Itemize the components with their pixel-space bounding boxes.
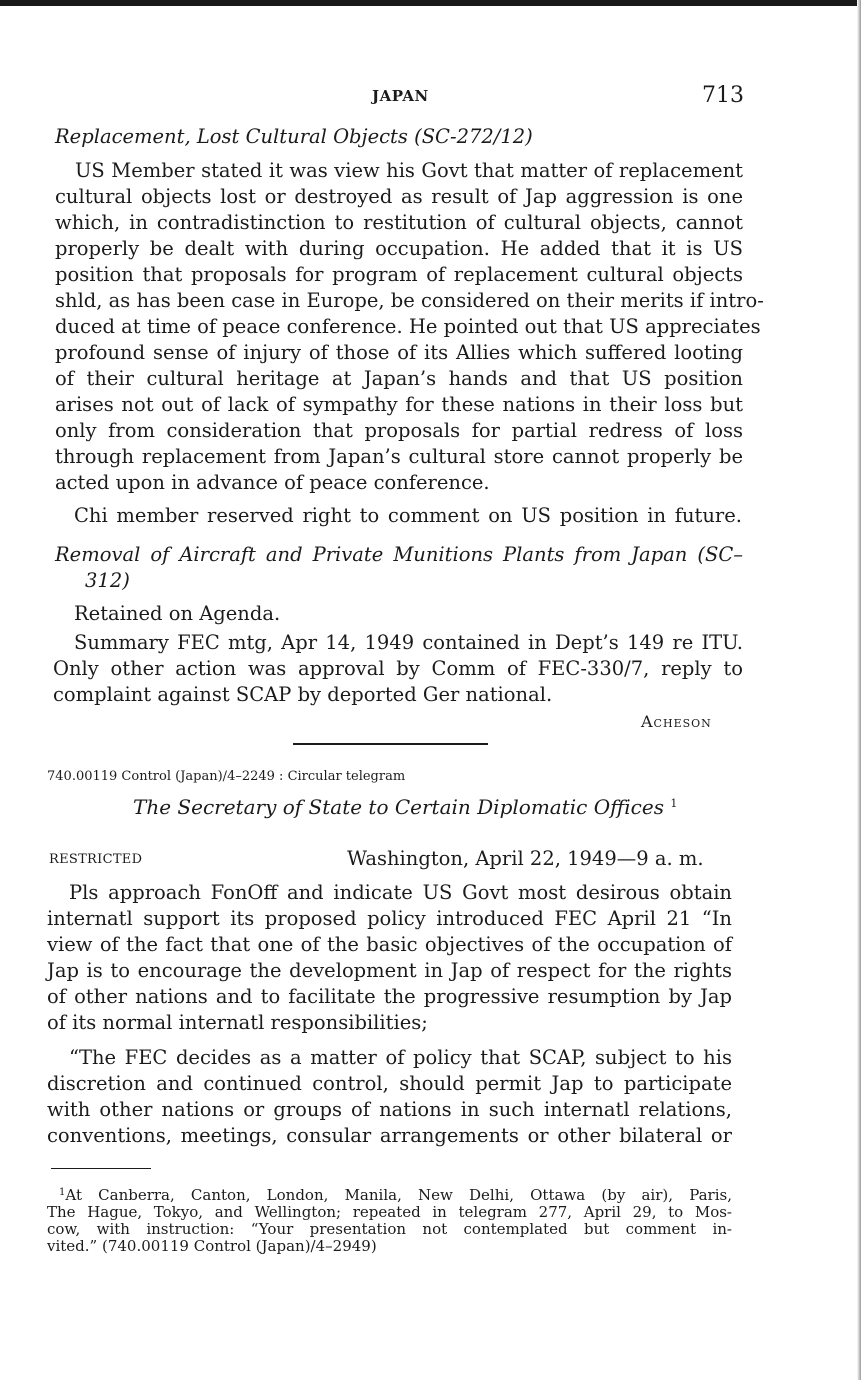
text-line: of other nations and to facilitate the progressive resumption by Jap <box>47 985 732 1008</box>
text-line: conventions, meetings, consular arrangements or other bilateral or <box>47 1124 732 1147</box>
text-line: Only other action was approval by Comm of FEC-330/7, reply to <box>53 657 743 680</box>
document-title-text: The Secretary of State to Certain Diplomatic Offices <box>133 795 664 819</box>
paragraph-summary <box>53 630 743 708</box>
document-title <box>133 795 677 819</box>
text-line: US Member stated it was view his Govt that matter of replacement <box>75 159 743 182</box>
footnote-marker: 1 <box>59 1187 66 1198</box>
text-line: internatl support its proposed policy introduced FEC April 21 “In <box>47 907 732 930</box>
text-line: acted upon in advance of peace conference. <box>55 471 490 494</box>
heading-line: 312) <box>85 569 130 592</box>
paragraph-pls-approach <box>47 880 732 1036</box>
heading-line: Removal of Aircraft and Private Munitions Plants from Japan (SC– <box>55 543 743 566</box>
footnote-line: The Hague, Tokyo, and Wellington; repeated in telegram 277, April 29, to Mos- <box>47 1203 732 1221</box>
footnote-line: cow, with instruction: “Your presentation not contemplated but comment in- <box>47 1220 732 1238</box>
text-line: which, in contradistinction to restitution of cultural objects, cannot <box>55 211 743 234</box>
text-line: profound sense of injury of those of its Allies which suffered looting <box>55 341 743 364</box>
paragraph-retained: Retained on Agenda. <box>74 602 281 625</box>
footnote-line <box>47 1184 732 1204</box>
file-reference: 740.00119 Control (Japan)/4–2249 : Circular telegram <box>47 769 406 784</box>
text-line: position that proposals for program of replacement cultural objects <box>55 263 743 286</box>
text-line: with other nations or groups of nations in such internatl relations, <box>47 1098 732 1121</box>
footnote <box>47 1184 732 1255</box>
section-heading-replacement: Replacement, Lost Cultural Objects (SC-272/12) <box>55 125 533 148</box>
footnote-line: vited.” (740.00119 Control (Japan)/4–2949) <box>47 1237 377 1255</box>
paragraph-us-member <box>55 158 764 496</box>
text-line: discretion and continued control, should permit Jap to participate <box>47 1072 732 1095</box>
dateline: Washington, April 22, 1949—9 a. m. <box>347 847 704 870</box>
text-line: cultural objects lost or destroyed as result of Jap aggression is one <box>55 185 743 208</box>
text-line: arises not out of lack of sympathy for these nations in their loss but <box>55 393 743 416</box>
text-line: view of the fact that one of the basic objectives of the occupation of <box>47 933 732 956</box>
page-number: 713 <box>702 83 744 108</box>
text-line: Jap is to encourage the development in Jap of respect for the rights <box>47 959 732 982</box>
text-line: Summary FEC mtg, Apr 14, 1949 contained in Dept’s 149 re ITU. <box>74 631 743 654</box>
text-line: complaint against SCAP by deported Ger national. <box>53 683 553 706</box>
paragraph-fec-decides <box>47 1045 732 1149</box>
running-head: JAPAN <box>372 87 429 105</box>
text-line: of their cultural heritage at Japan’s hands and that US position <box>55 367 743 390</box>
page-right-edge <box>857 0 861 1380</box>
text-line: of its normal internatl responsibilities; <box>47 1011 428 1034</box>
text-line: Pls approach FonOff and indicate US Govt most desirous obtain <box>69 881 732 904</box>
footnote-divider <box>51 1168 151 1169</box>
footnote-marker: 1 <box>670 797 678 810</box>
paragraph-chi-member: Chi member reserved right to comment on US position in future. <box>74 504 742 527</box>
text-line: duced at time of peace conference. He pointed out that US appreciates <box>55 315 761 338</box>
text-line: “The FEC decides as a matter of policy that SCAP, subject to his <box>69 1046 732 1069</box>
section-divider <box>293 743 488 745</box>
classification-label: RESTRICTED <box>49 852 143 867</box>
text-line: properly be dealt with during occupation. He added that it is US <box>55 237 743 260</box>
page-top-edge <box>0 0 861 6</box>
text-line: only from consideration that proposals for partial redress of loss <box>55 419 743 442</box>
signature: Acheson <box>641 712 712 731</box>
section-heading-removal <box>55 542 743 594</box>
text-line: through replacement from Japan’s cultural store cannot properly be <box>55 445 743 468</box>
text-line: shld, as has been case in Europe, be considered on their merits if intro- <box>55 289 764 312</box>
footnote-text: At Canberra, Canton, London, Manila, New Delhi, Ottawa (by air), Paris, <box>65 1186 732 1204</box>
